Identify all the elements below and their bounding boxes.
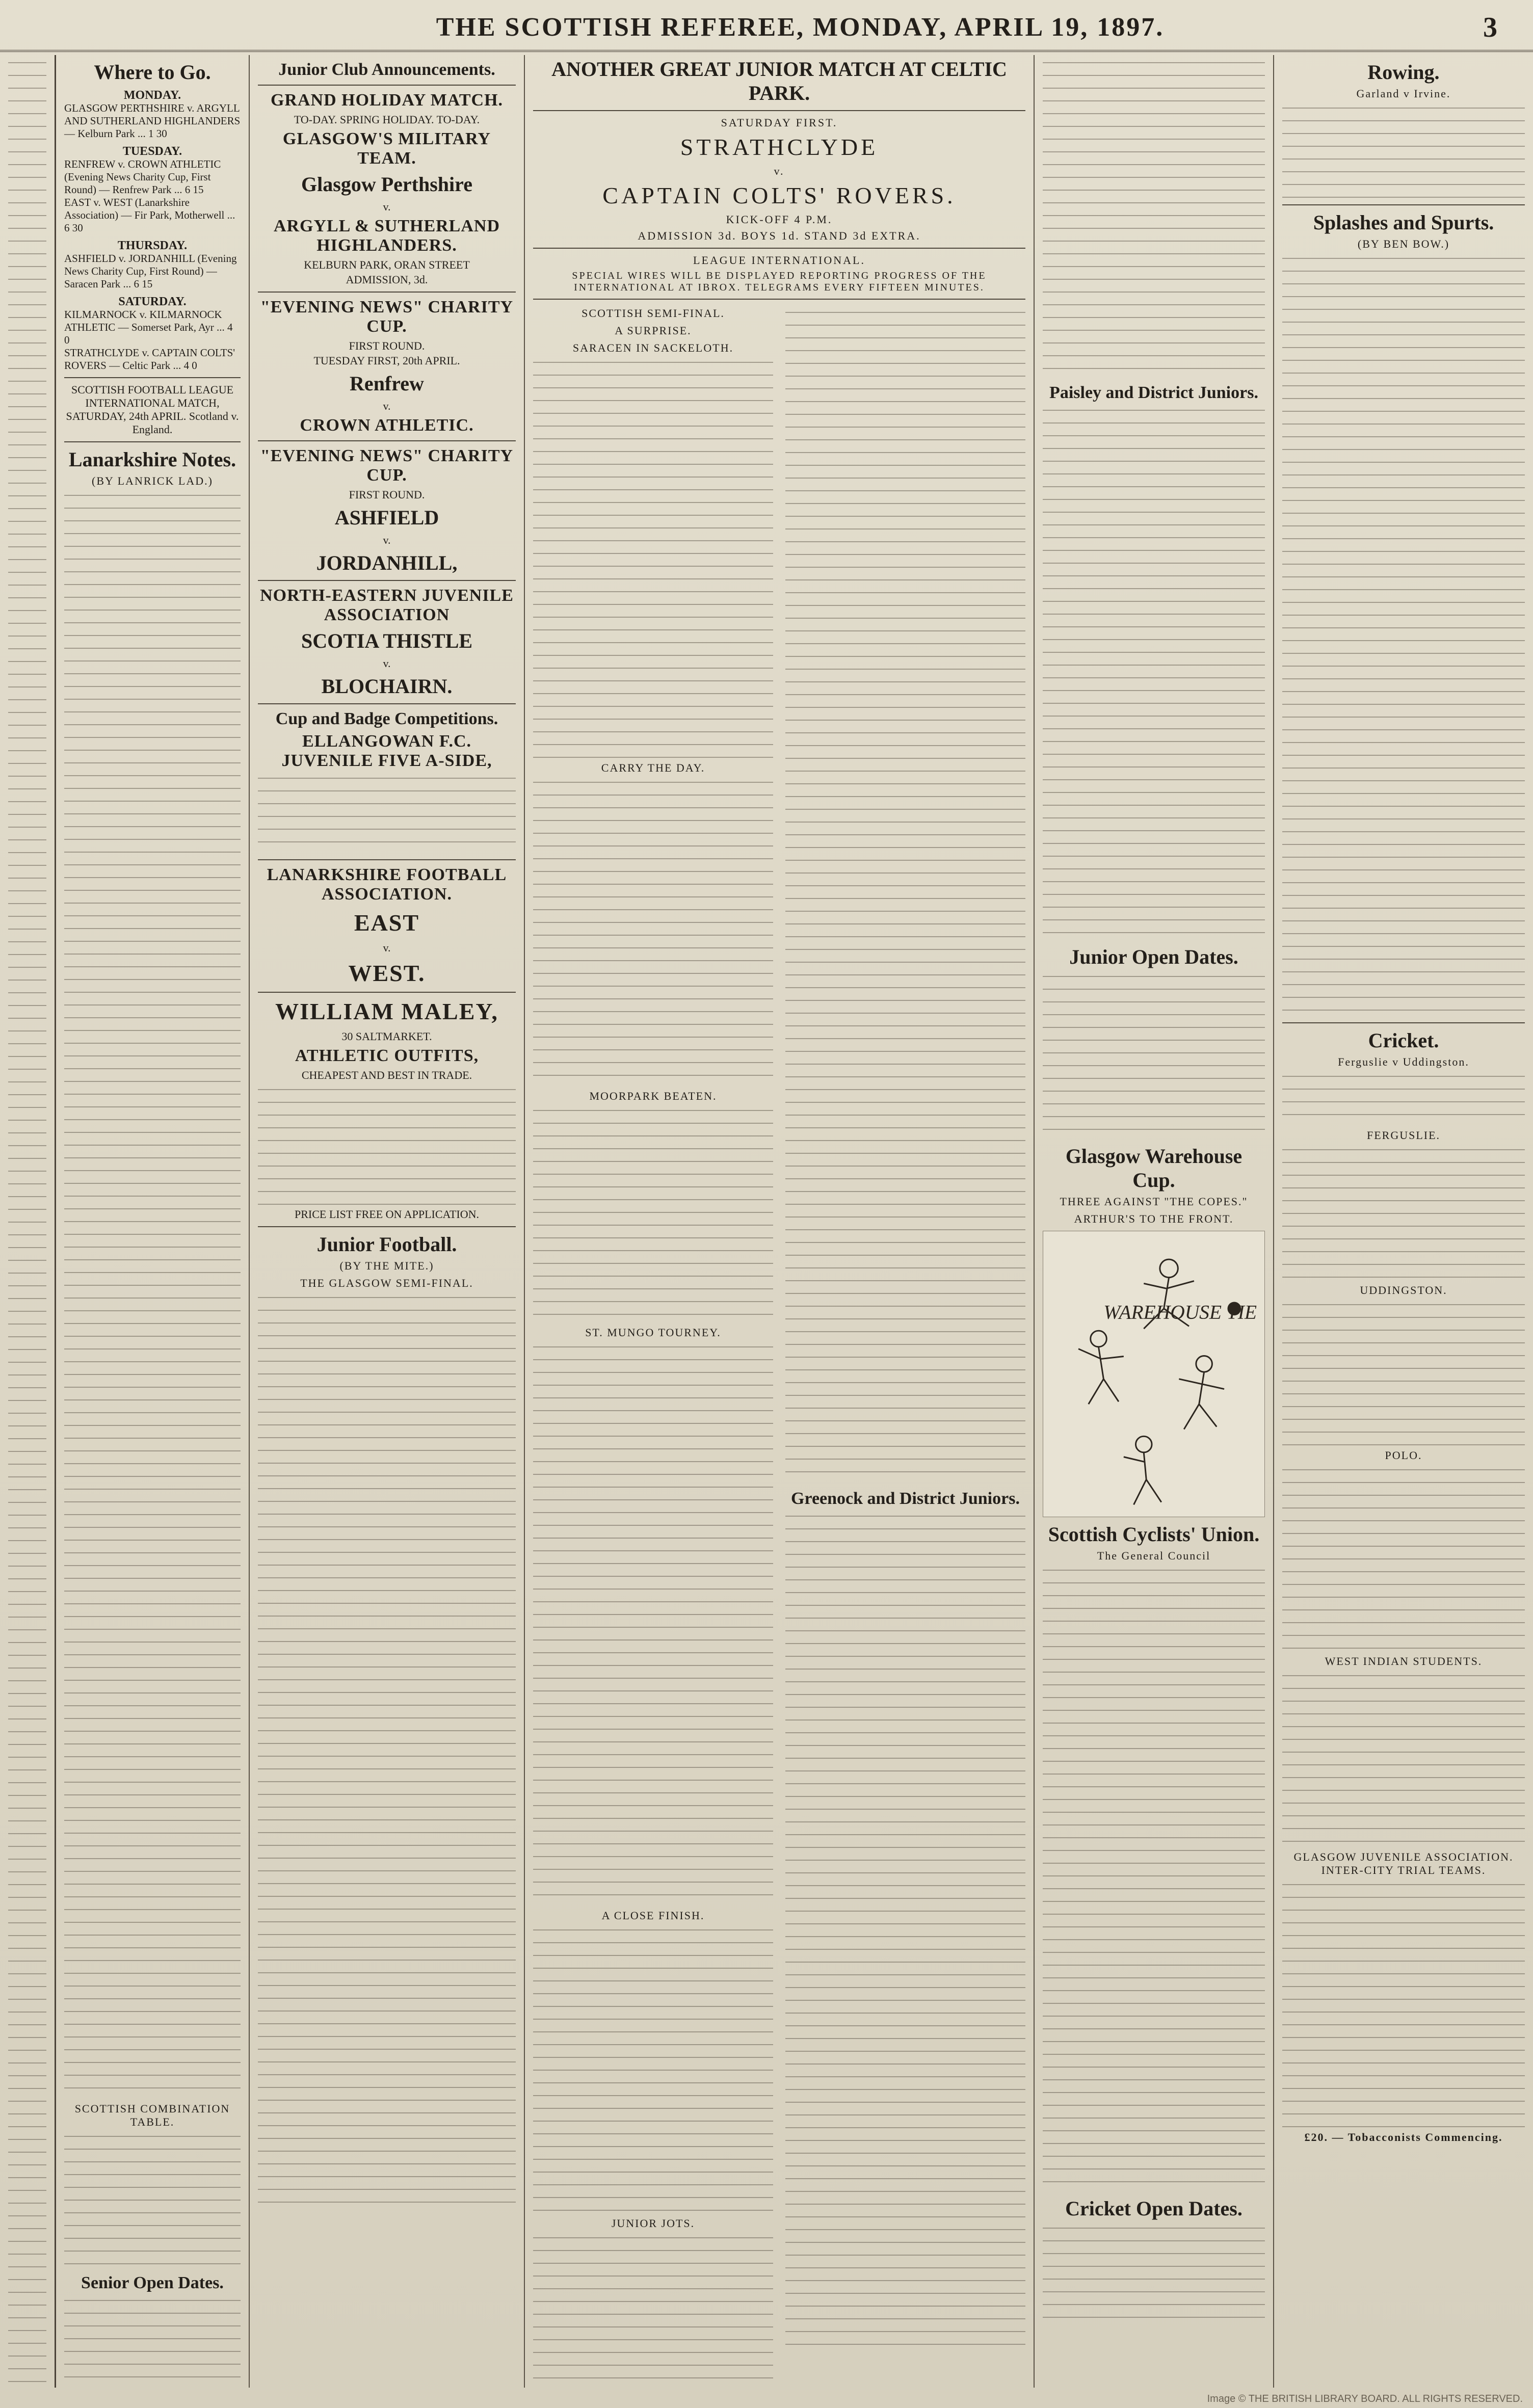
day-heading-saturday: SATURDAY. — [118, 295, 187, 308]
masthead — [0, 9, 1533, 52]
ellangowan-advert: ELLANGOWAN F.C. JUVENILE FIVE A-SIDE, — [281, 732, 492, 770]
cricket-open-dates-heading: Cricket Open Dates. — [1065, 2197, 1243, 2220]
junior-football-heading: Junior Football. — [316, 1233, 457, 1256]
tobacco-advert: £20. — Tobacconists Commencing. — [1304, 2131, 1503, 2144]
fixture-item: ASHFIELD v. JORDANHILL (Evening News Charity Cup, First Round) — Saracen Park ... 6 15 — [64, 252, 237, 290]
cropped-edge-column — [0, 55, 56, 2388]
fixture-item: KILMARNOCK v. KILMARNOCK ATHLETIC — Somerset Park, Ayr ... 4 0 — [64, 308, 233, 346]
copyright-credit: Image © THE BRITISH LIBRARY BOARD. ALL RIGHTS RESERVED. — [1207, 2393, 1523, 2404]
splashes-heading: Splashes and Spurts. — [1313, 211, 1494, 234]
maley-advert: WILLIAM MALEY, 30 SALTMARKET. ATHLETIC OUTFITS, CHEAPEST AND BEST IN TRADE. PRICE LIST FREE ON APPLICATION. — [258, 998, 516, 1221]
page-number: 3 — [1483, 12, 1497, 43]
lanarkshire-notes-heading: Lanarkshire Notes. — [68, 448, 236, 471]
west-indian-heading: WEST INDIAN STUDENTS. — [1325, 1655, 1483, 1668]
semi-final-subhead: THE GLASGOW SEMI-FINAL. — [300, 1277, 473, 1289]
league-notice: SCOTTISH FOOTBALL LEAGUE INTERNATIONAL MATCH, SATURDAY, 24th APRIL. Scotland v. England. — [66, 383, 239, 436]
general-council-subhead: The General Council — [1097, 1549, 1211, 1562]
masthead-title: THE SCOTTISH REFEREE, MONDAY, APRIL 19, 1897. — [436, 13, 1165, 42]
illustration-caption: WAREHOUSE TIE — [1103, 1301, 1257, 1324]
scottish-semi-subhead: SCOTTISH SEMI-FINAL. — [582, 307, 725, 320]
carry-day-subhead: CARRY THE DAY. — [601, 761, 705, 774]
cup-badge-heading: Cup and Badge Competitions. — [275, 709, 498, 728]
day-heading-thursday: THURSDAY. — [117, 239, 188, 252]
fixture-item: STRATHCLYDE v. CAPTAIN COLTS' ROVERS — Celtic Park ... 4 0 — [64, 347, 235, 372]
lanarkshire-notes-text — [64, 495, 241, 2100]
lanarkshire-byline: (BY LANRICK LAD.) — [92, 474, 213, 487]
charity-cup-advert-2: "EVENING NEWS" CHARITY CUP. FIRST ROUND. ASHFIELD v. JORDANHILL, — [260, 446, 514, 574]
fixture-item: GLASGOW PERTHSHIRE v. ARGYLL AND SUTHERLAND HIGHLANDERS — Kelburn Park ... 1 30 — [64, 102, 241, 140]
surprise-subhead: A SURPRISE. — [615, 324, 692, 337]
combination-table-heading: SCOTTISH COMBINATION TABLE. — [74, 2102, 230, 2128]
warehouse-cup-heading: Glasgow Warehouse Cup. — [1065, 1145, 1243, 1192]
day-heading-monday: MONDAY. — [123, 89, 181, 102]
football-illustration — [1043, 1231, 1265, 1517]
day-heading-tuesday: TUESDAY. — [122, 145, 182, 158]
lanarkshire-fa-advert: LANARKSHIRE FOOTBALL ASSOCIATION. EAST v. WEST. — [267, 865, 507, 986]
column-3 — [525, 55, 1035, 2388]
where-to-go-heading: Where to Go. — [94, 61, 211, 84]
ferguslie-table-title: FERGUSLIE. — [1366, 1129, 1441, 1142]
north-eastern-advert: NORTH-EASTERN JUVENILE ASSOCIATION SCOTIA THISTLE v. BLOCHAIRN. — [260, 586, 514, 698]
fixture-item: EAST v. WEST (Lanarkshire Association) — Fir Park, Motherwell ... 6 30 — [64, 196, 235, 234]
st-mungo-subhead: ST. MUNGO TOURNEY. — [585, 1326, 721, 1339]
three-against-subhead: THREE AGAINST "THE COPES." — [1060, 1195, 1248, 1208]
polo-heading: POLO. — [1385, 1449, 1422, 1462]
moorpark-subhead: MOORPARK BEATEN. — [589, 1090, 717, 1102]
senior-dates-text — [64, 2300, 241, 2381]
fixtures-listing — [64, 89, 241, 372]
close-finish-subhead: A CLOSE FINISH. — [601, 1909, 705, 1922]
greenock-heading: Greenock and District Juniors. — [791, 1489, 1020, 1508]
junior-jots-subhead: JUNIOR JOTS. — [611, 2217, 695, 2230]
garland-subhead: Garland v Irvine. — [1356, 87, 1451, 100]
combination-table — [64, 2136, 241, 2268]
cyclists-heading: Scottish Cyclists' Union. — [1048, 1523, 1260, 1546]
arthurs-subhead: ARTHUR'S TO THE FRONT. — [1074, 1212, 1234, 1225]
column-4 — [1035, 55, 1274, 2388]
senior-open-dates-heading: Senior Open Dates. — [81, 2273, 224, 2292]
cricket-heading: Cricket. — [1368, 1029, 1439, 1052]
charity-cup-advert-1: "EVENING NEWS" CHARITY CUP. FIRST ROUND. TUESDAY FIRST, 20th APRIL. Renfrew v. CROWN ATHLETIC. — [260, 298, 514, 435]
rowing-heading: Rowing. — [1367, 61, 1440, 84]
uddingston-table-title: UDDINGSTON. — [1360, 1284, 1447, 1296]
junior-byline: (BY THE MITE.) — [339, 1259, 434, 1272]
column-1 — [56, 55, 250, 2388]
football-sketch — [1043, 1231, 1264, 1517]
junior-football-text — [258, 1297, 516, 2214]
ferguslie-subhead: Ferguslie v Uddingston. — [1338, 1055, 1469, 1068]
cropped-text-block — [8, 62, 46, 2386]
fixture-item: RENFREW v. CROWN ATHLETIC (Evening News Charity Cup, First Round) — Renfrew Park ... 6 15 — [64, 158, 221, 196]
saracen-subhead: SARACEN IN SACKELOTH. — [572, 341, 734, 354]
celtic-park-advert: ANOTHER GREAT JUNIOR MATCH AT CELTIC PARK. SATURDAY FIRST. STRATHCLYDE v. CAPTAIN COLTS' ROVERS. KICK-OFF 4 P.M. ADMISSION 3d. BOYS 1d. STAND 3d EXTRA. LEAGUE INTERNATIONAL. SPECIAL WIRES WILL BE DISPLAYED REPORTING PROGRESS OF THE INTERNATIONAL AT IBROX. TELEGRAMS EVERY FIFTEEN MINUTES. — [533, 57, 1025, 294]
junior-announcements-heading: Junior Club Announcements. — [278, 60, 495, 79]
splashes-byline: (BY BEN BOW.) — [1357, 237, 1450, 250]
paisley-heading: Paisley and District Juniors. — [1049, 383, 1258, 402]
juvenile-association-heading: GLASGOW JUVENILE ASSOCIATION. INTER-CITY TRIAL TEAMS. — [1293, 1850, 1514, 1876]
junior-open-dates-heading: Junior Open Dates. — [1069, 945, 1238, 968]
holiday-match-advert: GRAND HOLIDAY MATCH. TO-DAY. SPRING HOLIDAY. TO-DAY. GLASGOW'S MILITARY TEAM. Glasgow Perthshire v. ARGYLL & SUTHERLAND HIGHLANDERS. KELBURN PARK, ORAN STREET ADMISSION, 3d. — [270, 91, 504, 286]
column-2 — [250, 55, 525, 2388]
column-5 — [1274, 55, 1533, 2388]
